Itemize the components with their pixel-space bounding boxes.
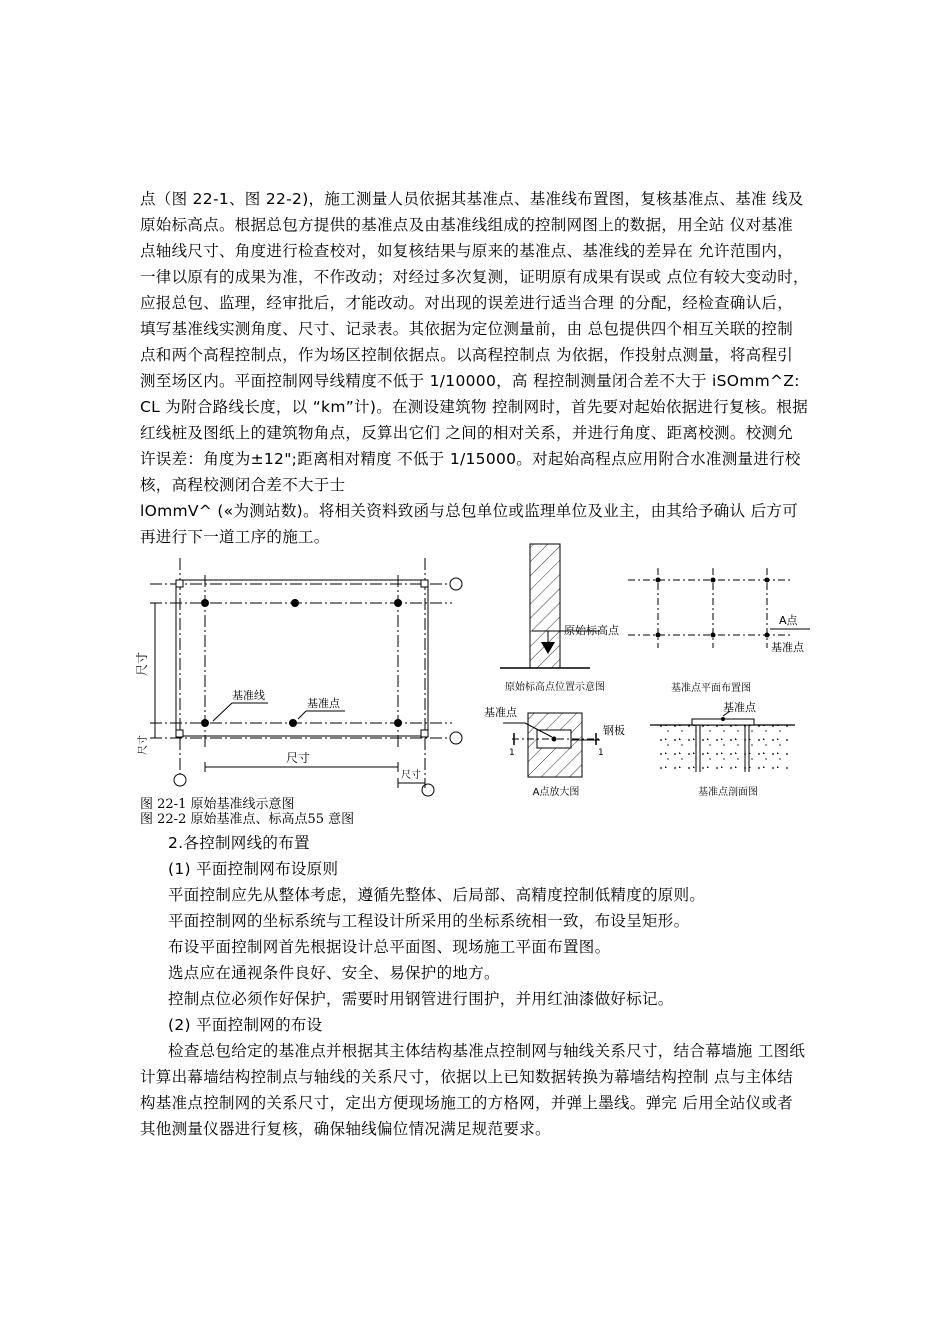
section-mark: 1 (509, 748, 515, 758)
text-line: 检查总包给定的基准点并根据其主体结构基准点控制网与轴线关系尺寸，结合幕墙施 工图纸 (168, 1042, 806, 1060)
text-line: 许误差：角度为±12";距离相对精度 不低于 1/15000。对起始高程点应用附合水准测量进行校 (140, 450, 801, 468)
base-point (201, 719, 209, 727)
figure-subcaption: 原始标高点位置示意图 (505, 682, 605, 693)
control-point-circle (450, 732, 462, 744)
base-point (291, 599, 299, 607)
base-point (289, 719, 297, 727)
figure-caption: 图 22-1 原始基准线示意图 (140, 797, 295, 812)
survey-figure (0, 540, 950, 810)
dimension-label: 尺寸 (135, 651, 149, 677)
point-a-label: A点 (779, 614, 798, 627)
subsection-heading: (2) 平面控制网的布设 (168, 1016, 323, 1034)
elevation-point-diagram (500, 544, 620, 693)
figure-caption: 图 22-2 原始基准点、标高点55 意图 (140, 812, 355, 827)
text-line: 再进行下一道工序的施工。 (140, 528, 330, 546)
control-point-circle (450, 578, 462, 590)
section-mark: 1 (598, 748, 604, 758)
baseline-diagram (134, 558, 462, 796)
text-line: 填写基准线实测角度、尺寸、记录表。其依据为定位测量前，由 总包提供四个相互关联的控制 (140, 320, 794, 338)
base-point (201, 599, 209, 607)
text-line: 点轴线尺寸、角度进行检查校对，如复核结果与原来的基准点、基准线的差异在 允许范围内， (140, 242, 794, 260)
base-point-label: 基准点 (723, 701, 756, 714)
list-item: 布设平面控制网首先根据设计总平面图、现场施工平面布置图。 (168, 938, 611, 956)
section-2 (140, 830, 820, 1142)
list-item: 平面控制应先从整体考虑，遵循先整体、后局部、高精度控制低精度的原则。 (168, 886, 706, 904)
plan-layout-diagram (628, 568, 810, 694)
elevation-point-label: 原始标高点 (564, 624, 619, 637)
base-point-label: 基准点 (307, 697, 340, 710)
dimension-label: 尺寸 (401, 770, 421, 781)
text-line: lOmmV^ («为测站数)。将相关资料致函与总包单位或监理单位及业主，由其给予确认 后方可 (140, 502, 799, 520)
text-line: 其他测量仪器进行复核，确保轴线偏位情况满足规范要求。 (140, 1120, 551, 1138)
text-line: 原始标高点。根据总包方提供的基准点及由基准线组成的控制网图上的数据，用全站 仪对基准 (140, 216, 794, 234)
text-line: 测至场区内。平面控制网导线精度不低于 1/10000，高 程控制测量闭合差不大于 iSOmm^Z: (140, 372, 800, 390)
section-heading: 2.各控制网线的布置 (168, 834, 310, 852)
list-item: 平面控制网的坐标系统与工程设计所采用的坐标系统相一致，布设呈矩形。 (168, 912, 690, 930)
list-item: 控制点位必须作好保护，需要时用钢管进行围护，并用红油漆做好标记。 (168, 990, 674, 1008)
text-line: CL 为附合路线长度，以 “km”计)。在测设建筑物 控制网时，首先要对起始依据进行复核。根据 (140, 398, 809, 416)
text-line: 计算出幕墙结构控制点与轴线的关系尺寸，依据以上已知数据转换为幕墙结构控制 点与主体结 (140, 1068, 794, 1086)
figure-subcaption: A点放大图 (532, 787, 580, 798)
text-line: 应报总包、监理，经审批后，才能改动。对出现的误差进行适当合理 的分配，经检查确认后， (140, 294, 794, 312)
figure-subcaption: 基准点平面布置图 (671, 683, 751, 694)
control-point-circle (174, 774, 186, 786)
text-line: 点和两个高程控制点，作为场区控制依据点。以高程控制点 为依据，作投射点测量，将高程引 (140, 346, 794, 364)
base-point-section-diagram (650, 700, 795, 798)
base-point (394, 719, 402, 727)
base-point (394, 599, 402, 607)
base-point-label: 基准点 (484, 706, 517, 719)
base-point-label: 基准点 (771, 641, 804, 654)
intro-paragraph (140, 186, 820, 550)
text-line: 点（图 22-1、图 22-2)，施工测量人员依据其基准点、基准线布置图，复核基准点、基准 线及 (140, 190, 804, 208)
figure-subcaption: 基准点剖面图 (698, 787, 758, 798)
list-item: 选点应在通视条件良好、安全、易保护的地方。 (168, 964, 500, 982)
baseline-label: 基准线 (232, 689, 265, 702)
subsection-heading: (1) 平面控制网布设原则 (168, 860, 339, 878)
text-line: 核，高程校测闭合差不大于士 (140, 476, 346, 494)
dimension-label: 尺寸 (138, 735, 149, 755)
text-line: 构基准点控制网的关系尺寸，定出方便现场施工的方格网，并弹上墨线。弹完 后用全站仪或者 (140, 1094, 794, 1112)
text-line: 一律以原有的成果为准，不作改动；对经过多次复测，证明原有成果有误或 点位有较大变动时， (140, 268, 809, 286)
point-a-enlarged-diagram (484, 705, 625, 798)
steel-plate-label: 钢板 (603, 724, 625, 737)
dimension-label: 尺寸 (285, 751, 311, 765)
text-line: 红线桩及图纸上的建筑物角点，反算出它们 之间的相对关系，并进行角度、距离校测。校测允 (140, 424, 794, 442)
control-point-circle (422, 784, 434, 796)
